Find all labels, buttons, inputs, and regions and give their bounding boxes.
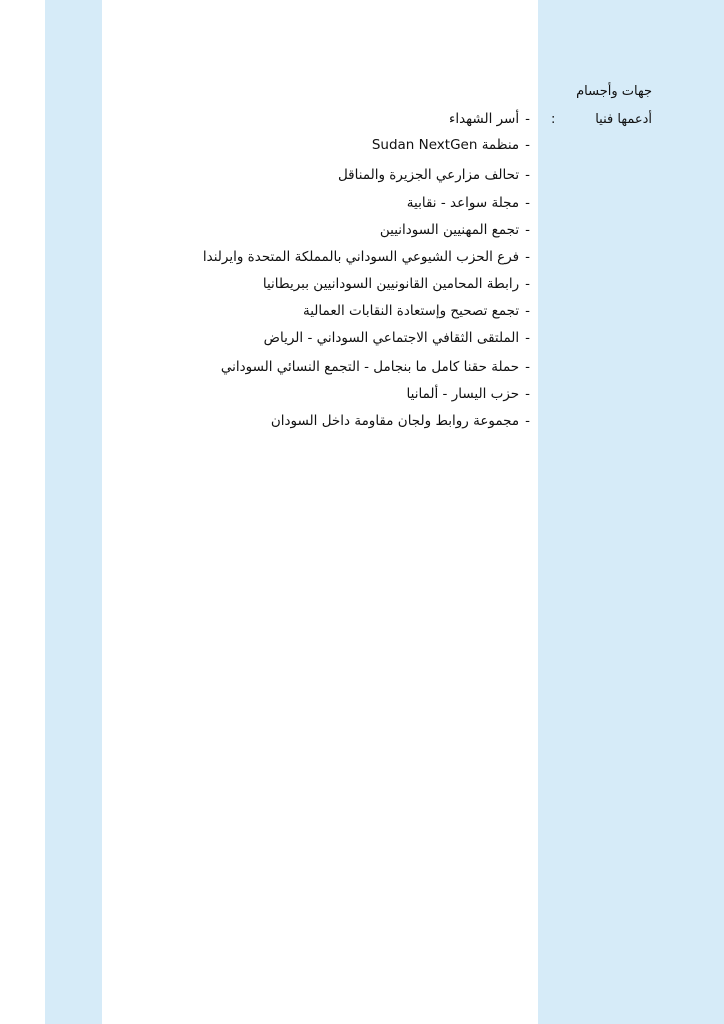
list-item-text: تجمع تصحيح وإستعادة النقابات العمالية (302, 303, 520, 319)
list-item-text: رابطة المحامين القانونيين السودانيين ببريطانيا (262, 276, 520, 292)
list-dash: - (525, 222, 530, 238)
list-item-text: منظمة Sudan NextGen (371, 137, 520, 153)
list-item-text: الملتقى الثقافي الاجتماعي السوداني - الرياض (263, 330, 520, 346)
list-item-text: حزب اليسار - ألمانيا (406, 386, 520, 402)
list-item (130, 221, 530, 248)
section-heading: جهات وأجسام (576, 84, 652, 99)
label-colon: : (551, 112, 556, 127)
list-dash: - (525, 276, 530, 292)
list-dash: - (525, 359, 530, 375)
list-item-text: حملة حقنا كامل ما بنجامل - التجمع النسائي السوداني (220, 359, 520, 375)
list-item-text: أسر الشهداء (449, 111, 520, 127)
right-color-band (538, 0, 724, 1024)
list-item (130, 302, 530, 329)
list-dash: - (525, 167, 530, 183)
list-item (130, 136, 530, 166)
list-item (130, 166, 530, 194)
list-dash: - (525, 386, 530, 402)
supporters-list (130, 110, 530, 439)
section-subheading: أدعمها فنيا (595, 112, 652, 127)
list-item (130, 329, 530, 358)
list-dash: - (525, 137, 530, 153)
list-item (130, 358, 530, 385)
list-item-text: تحالف مزارعي الجزيرة والمناقل (337, 167, 520, 183)
list-item-text: فرع الحزب الشيوعي السوداني بالمملكة المتحدة وايرلندا (202, 249, 520, 265)
list-item (130, 110, 530, 136)
list-item-text: مجلة سواعد - نقابية (406, 195, 520, 211)
list-item (130, 194, 530, 221)
list-dash: - (525, 111, 530, 127)
list-dash: - (525, 195, 530, 211)
left-color-band (45, 0, 102, 1024)
list-dash: - (525, 413, 530, 429)
list-item (130, 412, 530, 439)
list-item-text: تجمع المهنيين السودانيين (379, 222, 520, 238)
list-dash: - (525, 249, 530, 265)
list-dash: - (525, 330, 530, 346)
list-dash: - (525, 303, 530, 319)
list-item (130, 385, 530, 412)
list-item (130, 248, 530, 275)
list-item-text: مجموعة روابط ولجان مقاومة داخل السودان (270, 413, 520, 429)
list-item (130, 275, 530, 302)
